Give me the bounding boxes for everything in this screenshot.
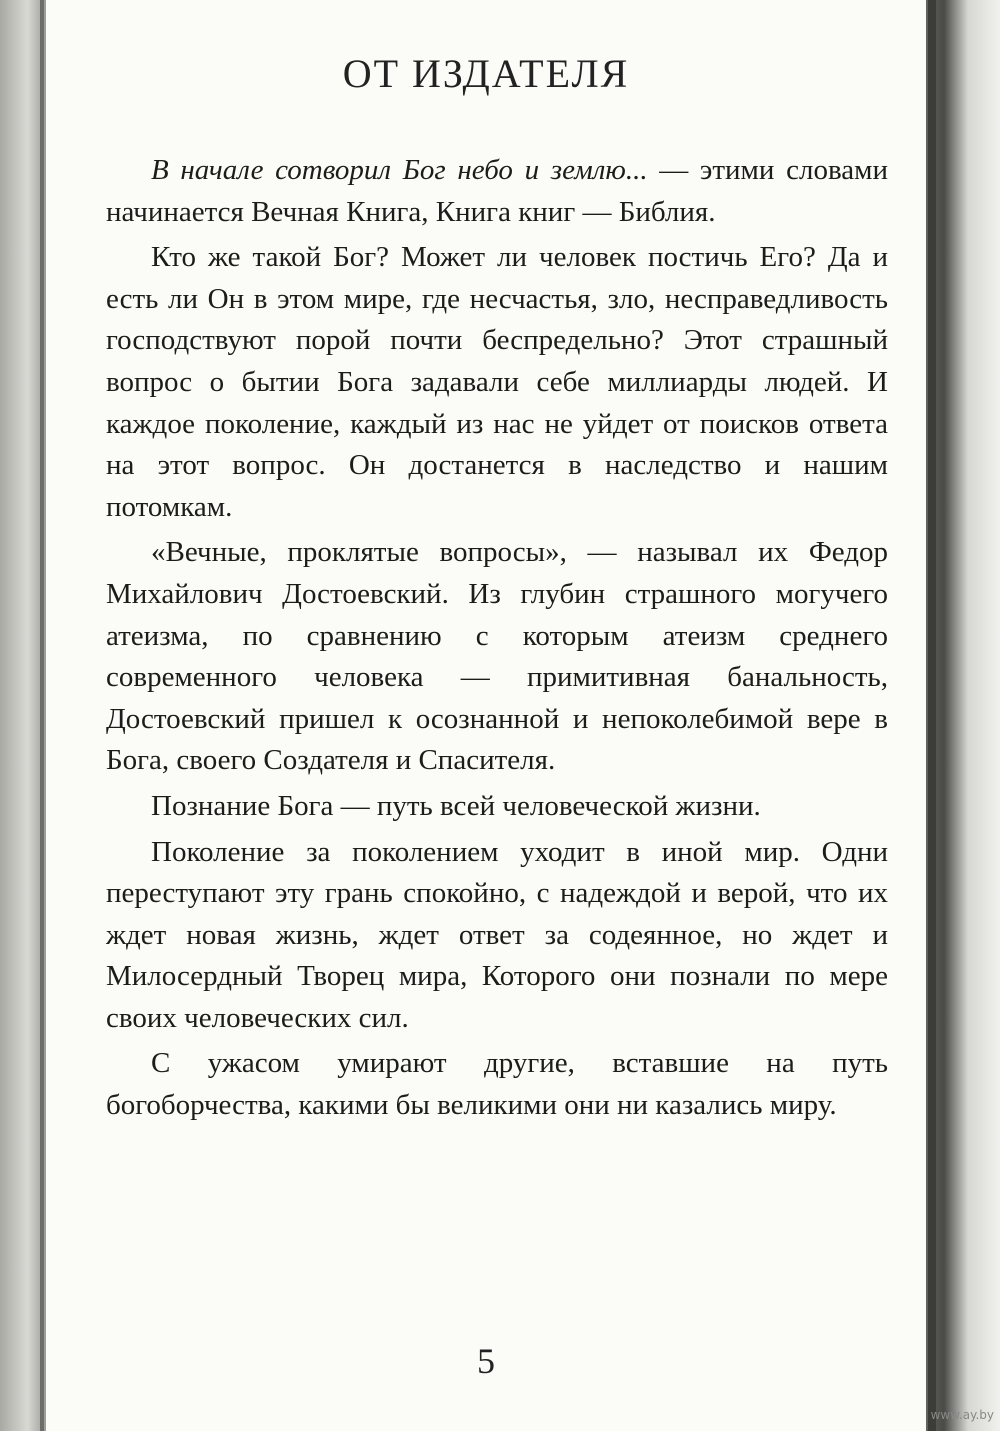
paragraph-2-text: Кто же такой Бог? Может ли человек постичь Его? Да и есть ли Он в этом мире, где несчастья, зло, несправедливость господствуют порой почти беспредельно? Этот страшный вопрос о бытии Бога задавали себе миллиарды людей. И каждое поколение, каждый из нас не уйдет от поисков ответа на этот вопрос. Он достанется в наследство и нашим потомкам.	[106, 241, 888, 523]
paragraph-6	[106, 1043, 888, 1126]
paragraph-2	[106, 237, 888, 528]
body-text	[106, 150, 888, 1127]
paragraph-3-text: «Вечные, проклятые вопросы», — называл их Федор Михайлович Достоевский. Из глубин страшного могучего атеизма, по сравнению с которым атеизм среднего современного человека — примитивная банальность, Достоевский пришел к осознанной и непоколебимой вере в Бога, своего Создателя и Спасителя.	[106, 536, 888, 777]
paragraph-3	[106, 532, 888, 782]
page-left-border	[40, 0, 44, 1431]
paragraph-1-italic: В начале сотворил Бог небо и землю...	[151, 154, 648, 186]
paragraph-6-text: С ужасом умирают другие, вставшие на путь богоборчества, какими бы великими они ни казались миру.	[106, 1047, 888, 1122]
book-page	[46, 0, 926, 1431]
paragraph-1-text: — этими словами начинается Вечная Книга, Книга книг — Библия.	[106, 154, 888, 228]
page-number: 5	[477, 1341, 495, 1381]
page-title: ОТ ИЗДАТЕЛЯ	[342, 51, 630, 96]
paragraph-5	[106, 832, 888, 1040]
watermark: www.ay.by	[930, 1408, 994, 1422]
paragraph-4-text: Познание Бога — путь всей человеческой жизни.	[151, 789, 761, 822]
page-right-border	[928, 0, 936, 1431]
paragraph-5-text: Поколение за поколением уходит в иной мир. Одни переступают эту грань спокойно, с надеждой и верой, что их ждет новая жизнь, ждет ответ за содеянное, но ждет и Милосердный Творец мира, Которого они познали по мере своих человеческих сил.	[106, 835, 888, 1034]
paragraph-1	[106, 150, 888, 233]
paragraph-4	[106, 786, 888, 828]
